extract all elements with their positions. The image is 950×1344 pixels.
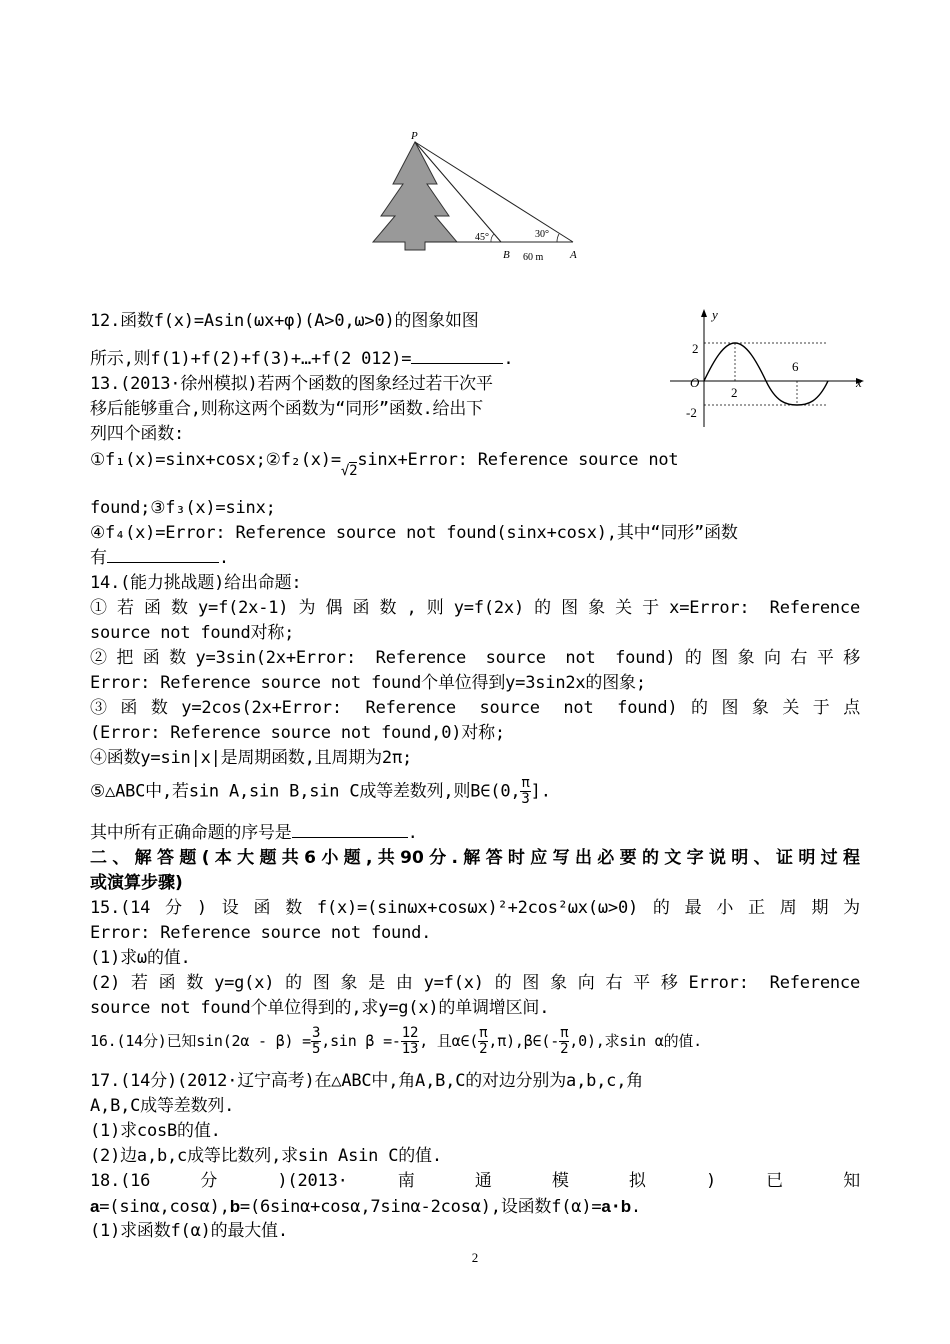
- q14-line-9: [90, 776, 860, 807]
- q15-line-2: [90, 921, 860, 946]
- q15-line-4: (2)若函数y=g(x)的图象是由y=f(x)的图象向右平移Error: Reference: [90, 973, 860, 993]
- fraction-pi-2-b: $\frac{\pi}{2}$: [560, 1025, 569, 1057]
- sqrt-value: 2: [349, 463, 358, 479]
- q18-text-3: (1)求函数f(α)的最大值.: [90, 1221, 288, 1241]
- q13-line-1: [90, 372, 860, 397]
- q16-text-c: , 且α∈(: [419, 1032, 479, 1050]
- dot-product: ·: [610, 1197, 621, 1217]
- q13-answer-blank[interactable]: [107, 562, 219, 563]
- q17-line-4: [90, 1144, 860, 1169]
- q18-text-2b: =(6sinα+cosα,7sinα-2cosα),设函数f(α)=: [239, 1197, 602, 1217]
- q17-text-1: 17.(14分)(2012·辽宁高考)在△ABC中,角A,B,C的对边分别为a,b,c,角: [90, 1071, 644, 1091]
- label-b: B: [503, 249, 510, 261]
- q15-text-2: Error: Reference source not found.: [90, 923, 432, 943]
- q15-line-3: [90, 946, 860, 971]
- q14-line-10: [90, 821, 860, 846]
- q12-end: .: [503, 349, 514, 369]
- q14-text-7: (Error: Reference source not found,0)对称;: [90, 723, 505, 743]
- vector-b: b: [229, 1197, 240, 1216]
- x-tick-2: 2: [731, 385, 738, 400]
- q17-line-1: [90, 1069, 860, 1094]
- section-2-heading-text: 或演算步骤): [90, 873, 183, 893]
- q13-line-7: [90, 546, 860, 571]
- section-2-heading-1: 二、解答题(本大题共6小题,共90分.解答时应写出必要的文字说明、证明过程: [90, 848, 860, 868]
- q16-text-b: ,sin β =-: [321, 1032, 401, 1050]
- q12-line-2: [90, 347, 860, 372]
- y-tick-2: 2: [692, 341, 699, 356]
- q14-text-5: Error: Reference source not found个单位得到y=3sin2x的图象;: [90, 673, 646, 693]
- q14-line-3: [90, 621, 860, 646]
- tree-height-figure: [365, 128, 585, 264]
- q14-line-7: [90, 721, 860, 746]
- q12-text-2: 所示,则f(1)+f(2)+f(3)+…+f(2 012)=: [90, 349, 412, 369]
- vector-a-2: a: [601, 1197, 611, 1216]
- page-number: 2: [471, 1250, 479, 1265]
- fraction-12-13: $\frac{12}{13}$: [401, 1025, 419, 1057]
- q12-answer-blank[interactable]: [411, 363, 503, 364]
- q14-answer-blank[interactable]: [292, 837, 408, 838]
- q14-line-2: ①若函数y=f(2x-1)为偶函数,则y=f(2x)的图象关于x=Error: Reference: [90, 598, 860, 618]
- q13-text-5: found;③f₃(x)=sinx;: [90, 498, 276, 518]
- fraction-3-5: $\frac{3}{5}$: [312, 1025, 321, 1057]
- q17-text-3: (1)求cosB的值.: [90, 1121, 221, 1141]
- q13-text-4a: ①f₁(x)=sinx+cosx;②f₂(x)=: [90, 450, 341, 470]
- q13-line-6: [90, 521, 860, 546]
- q18-line-3: [90, 1219, 860, 1244]
- q13-line-3: [90, 422, 860, 447]
- origin-label: O: [690, 375, 700, 390]
- q14-text-8: ④函数y=sin|x|是周期函数,且周期为2π;: [90, 748, 413, 768]
- q13-line-4: [90, 448, 860, 479]
- q14-text-1: 14.(能力挑战题)给出命题:: [90, 573, 302, 593]
- q17-text-2: A,B,C成等差数列.: [90, 1096, 235, 1116]
- label-a: A: [570, 249, 577, 261]
- label-angle-30: 30°: [535, 229, 549, 240]
- vector-a: a: [90, 1197, 100, 1216]
- q12-text-1: 12.函数f(x)=Asin(ωx+φ)(A>0,ω>0)的图象如图: [90, 311, 479, 331]
- q14-end: .: [407, 823, 418, 843]
- q18-end: .: [630, 1197, 641, 1217]
- vector-b-2: b: [620, 1197, 631, 1216]
- q17-line-3: [90, 1119, 860, 1144]
- q14-line-1: [90, 571, 860, 596]
- q13-text-2: 移后能够重合,则称这两个函数为“同形”函数.给出下: [90, 399, 483, 419]
- q14-text-9b: ].: [530, 781, 551, 802]
- q16-text-d: ,π),β∈(-: [488, 1032, 560, 1050]
- q13-text-7: 有: [90, 548, 107, 568]
- q13-text-1: 13.(2013·徐州模拟)若两个函数的图象经过若干次平: [90, 374, 493, 394]
- q15-text-3: (1)求ω的值.: [90, 948, 191, 968]
- q13-end: .: [218, 548, 229, 568]
- x-tick-6: 6: [792, 359, 799, 374]
- tree-shape: [373, 142, 457, 250]
- q16-text-a: 16.(14分)已知sin(2α - β) =: [90, 1032, 312, 1050]
- q13-text-6: ④f₄(x)=Error: Reference source not found(sinx+cosx),其中“同形”函数: [90, 523, 738, 543]
- q17-line-2: [90, 1094, 860, 1119]
- section-2-heading-2: [90, 871, 860, 896]
- q16-text-e: ,0),求sin α的值.: [569, 1032, 703, 1050]
- y-tick-neg2: -2: [686, 405, 697, 420]
- label-p: P: [411, 130, 418, 142]
- q14-line-5: [90, 671, 860, 696]
- q14-line-6: ③函数y=2cos(2x+Error: Reference source not found)的图象关于点: [90, 698, 860, 718]
- q12-line-1: [90, 309, 860, 334]
- q14-text-9a: ⑤△ABC中,若sin A,sin B,sin C成等差数列,则B∈(0,: [90, 781, 521, 802]
- q18-line-2: [90, 1194, 860, 1220]
- q16-line: [90, 1026, 860, 1057]
- fraction-pi-over-3: $\frac{\pi}{3}$: [521, 775, 530, 807]
- q13-line-5: [90, 496, 860, 521]
- q15-line-5: [90, 996, 860, 1021]
- q18-line-1: 18.(16 分 )(2013· 南 通 模 拟 ) 已 知: [90, 1171, 860, 1191]
- q13-text-3: 列四个函数:: [90, 424, 185, 444]
- x-axis-label: x: [856, 375, 862, 390]
- label-angle-45: 45°: [475, 232, 489, 243]
- q18-text-2a: =(sinα,cosα),: [99, 1197, 230, 1217]
- q15-line-1: 15.(14分)设函数f(x)=(sinωx+cosωx)²+2cos²ωx(ω>0)的最小正周期为: [90, 898, 860, 918]
- sqrt-symbol: √2: [340, 463, 358, 479]
- label-distance: 60 m: [523, 252, 544, 263]
- q14-text-10: 其中所有正确命题的序号是: [90, 823, 292, 843]
- q14-line-8: [90, 746, 860, 771]
- q15-text-5: source not found个单位得到的,求y=g(x)的单调增区间.: [90, 998, 550, 1018]
- q14-text-3: source not found对称;: [90, 623, 295, 643]
- q13-line-2: [90, 397, 860, 422]
- y-axis-label: y: [712, 307, 718, 322]
- q14-line-4: ②把函数y=3sin(2x+Error: Reference source not found)的图象向右平移: [90, 648, 860, 668]
- fraction-pi-2-a: $\frac{\pi}{2}$: [479, 1025, 488, 1057]
- q17-text-4: (2)边a,b,c成等比数列,求sin Asin C的值.: [90, 1146, 442, 1166]
- q13-text-4b: sinx+Error: Reference source not: [357, 450, 679, 470]
